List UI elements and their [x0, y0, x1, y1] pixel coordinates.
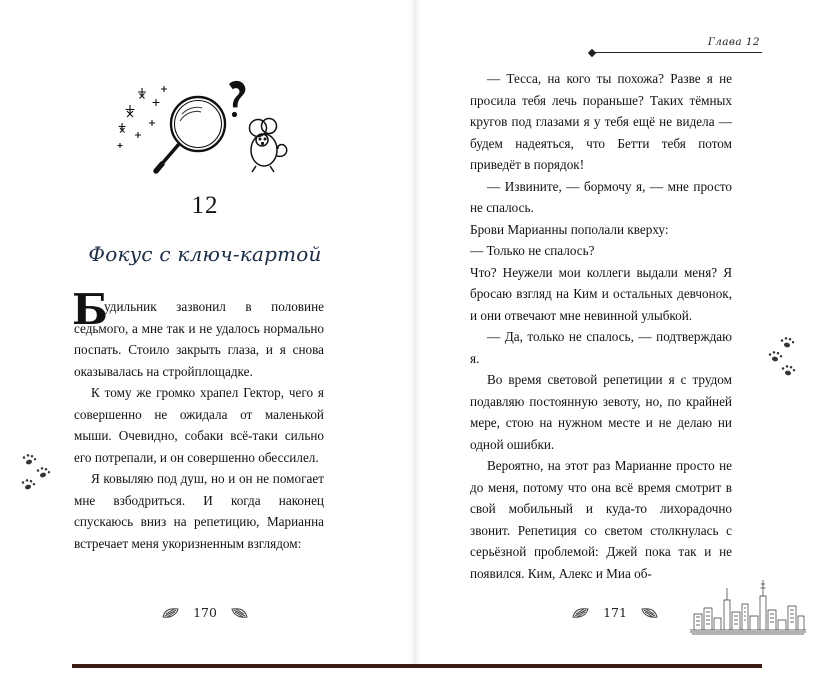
paw-prints-icon — [765, 335, 799, 381]
paragraph: Брови Марианны пополали кверху: — [470, 221, 669, 237]
drop-cap: Б — [72, 285, 108, 334]
chapter-title: Фокус с ключ-картой — [88, 242, 322, 266]
paragraph: — Только не спалось? — [470, 243, 595, 258]
page-number: 171 — [603, 605, 627, 620]
paragraph: Я ковыляю под душ, но и он не помогает мне взбодриться. И когда наконец спускаюсь вниз на репетицию, Марианна встречает меня укоризненным взглядом: — [74, 471, 324, 551]
paragraph: Вероятно, на этот раз Марианне просто не до меня, потому что она всё время смотрит в свой мобильный и куда-то лихорадочно звонит. Репетиция со светом столкнулась с серьёзной проблемой: Джей пока так и не появился. Ким, Алекс и Миа об- — [470, 458, 732, 581]
book-bottom-margin — [72, 668, 762, 676]
paragraph: Во время световой репетиции я с трудом подавляю постоянную зевоту, но, по крайней мере, стою на нужном месте и не делаю ни одной ошибки. — [470, 372, 732, 452]
left-page-text-column — [72, 285, 324, 554]
leaf-ornament-icon — [640, 607, 658, 619]
running-head-rule — [595, 52, 762, 53]
paw-prints-icon — [20, 452, 54, 496]
right-page — [410, 0, 820, 676]
running-head: Глава 12 — [707, 36, 760, 48]
leaf-ornament-icon — [162, 607, 180, 619]
paragraph: удильник зазвонил в половине седьмого, а мне так и не удалось нормально поспать. Стоило закрыть глаза, и я снова оказывалась на стройплощадке. — [74, 299, 324, 379]
leaf-ornament-icon — [230, 607, 248, 619]
right-page-folio — [410, 604, 820, 620]
paragraph: — Да, только не спалось, — подтверждаю я. — [470, 329, 732, 366]
left-page-folio — [0, 604, 410, 620]
magnifier-mouse-illustration — [112, 78, 302, 188]
chapter-number: 12 — [191, 192, 219, 219]
right-page-text-column — [470, 68, 732, 584]
paragraph: — Извините, — бормочу я, — мне просто не спалось. — [470, 178, 732, 215]
paragraph: К тому же громко храпел Гектор, чего я совершенно не ожидала от маленькой мыши. Очевидно, собаки всё-таки сильно его потрепали, и он совершенно обессилел. — [74, 385, 324, 465]
leaf-ornament-icon — [572, 607, 590, 619]
paragraph: Что? Неужели мои коллеги выдали меня? Я бросаю взгляд на Ким и остальных девчонок, и они отвечают мне невинной улыбкой. — [470, 264, 732, 323]
paragraph: — Тесса, на кого ты похожа? Разве я не просила тебя лечь пораньше? Таких тёмных кругов под глазами я у тебя ещё не видела — будем надеяться, что Бетти тебя потом приведёт в порядок! — [470, 71, 732, 172]
page-number: 170 — [193, 605, 217, 620]
